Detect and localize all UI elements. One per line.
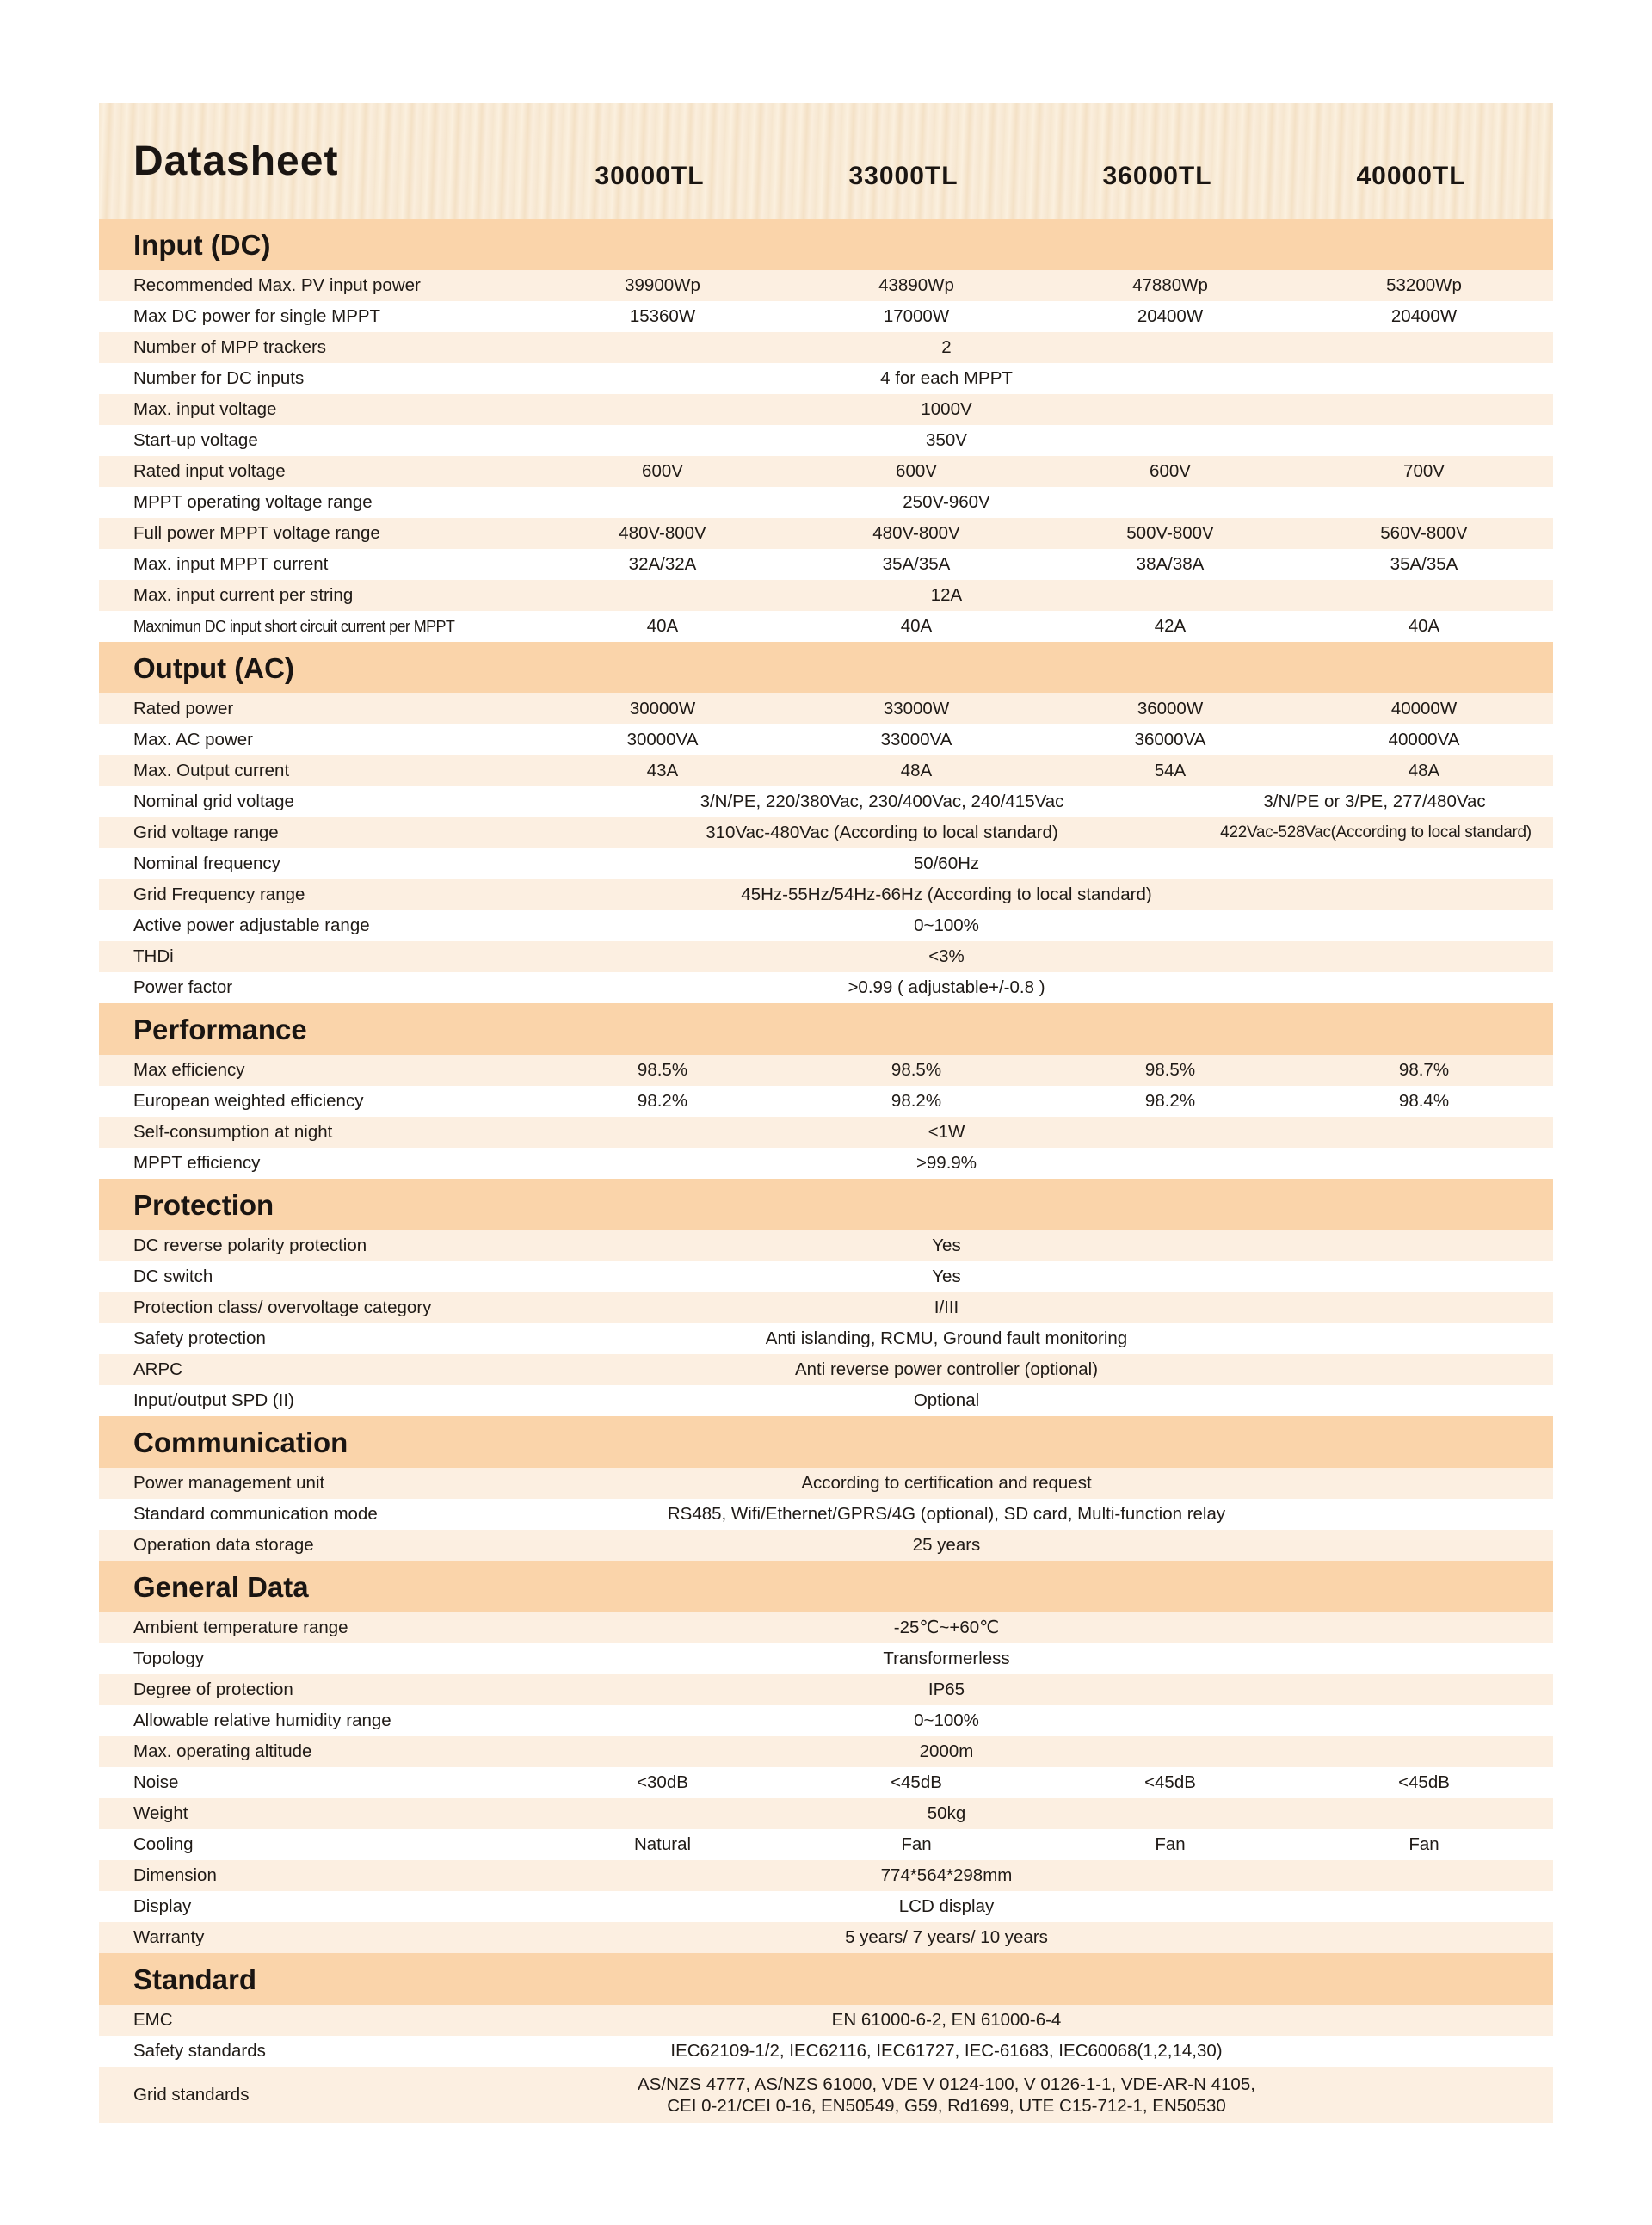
row-label: Ambient temperature range	[133, 1618, 348, 1637]
row-label: Active power adjustable range	[133, 915, 370, 935]
table-row	[99, 363, 1553, 394]
table-row	[99, 1292, 1553, 1323]
row-value-line: CEI 0-21/CEI 0-16, EN50549, G59, Rd1699, UTE C15-712-1, EN50530	[667, 2096, 1226, 2116]
row-value: 35A/35A	[882, 554, 951, 574]
row-value: 48A	[1408, 761, 1440, 780]
table-row	[99, 270, 1553, 301]
row-value: 600V	[896, 461, 937, 481]
row-label: Allowable relative humidity range	[133, 1710, 391, 1730]
row-value: 774*564*298mm	[880, 1865, 1013, 1885]
table-row	[99, 549, 1553, 580]
row-value: 54A	[1154, 761, 1187, 780]
row-value: RS485, Wifi/Ethernet/GPRS/4G (optional), SD card, Multi-function relay	[667, 1504, 1226, 1524]
row-value: 560V-800V	[1380, 523, 1468, 543]
table-row	[99, 394, 1553, 425]
table-row	[99, 1767, 1553, 1798]
row-value: Transformerless	[883, 1649, 1010, 1668]
table-row	[99, 724, 1553, 755]
row-label: Grid Frequency range	[133, 884, 305, 904]
table-row	[99, 817, 1553, 848]
row-label: Topology	[133, 1649, 205, 1668]
row-value: 1000V	[921, 399, 972, 419]
row-value: Fan	[1409, 1834, 1439, 1854]
row-label: Rated input voltage	[133, 461, 286, 481]
row-value: 50/60Hz	[913, 854, 980, 873]
row-value: 500V-800V	[1126, 523, 1214, 543]
row-label: Number for DC inputs	[133, 368, 305, 388]
row-value: 12A	[930, 585, 963, 605]
row-value: 600V	[642, 461, 683, 481]
row-value: 422Vac-528Vac(According to local standard)	[1220, 823, 1532, 841]
row-value: 20400W	[1137, 306, 1204, 326]
row-label: Noise	[133, 1772, 179, 1792]
row-value: Fan	[901, 1834, 932, 1854]
row-value: >0.99 ( adjustable+/-0.8 )	[848, 977, 1045, 997]
section-communication: Communication	[99, 1416, 1553, 1468]
table-row	[99, 1086, 1553, 1117]
table-row	[99, 786, 1553, 817]
row-value: 2	[941, 337, 952, 357]
row-label: Max efficiency	[133, 1060, 245, 1080]
row-label: Max. input MPPT current	[133, 554, 329, 574]
row-value: 5 years/ 7 years/ 10 years	[845, 1927, 1048, 1947]
row-value: 25 years	[912, 1535, 981, 1555]
table-row	[99, 910, 1553, 941]
row-value: <1W	[928, 1122, 965, 1142]
table-row	[99, 1705, 1553, 1736]
row-value: <45dB	[1144, 1772, 1196, 1792]
row-label: Max. AC power	[133, 730, 253, 749]
table-row	[99, 2005, 1553, 2036]
row-label: THDi	[133, 946, 174, 966]
table-row	[99, 580, 1553, 611]
row-label: DC reverse polarity protection	[133, 1236, 367, 1255]
row-value: Fan	[1155, 1834, 1186, 1854]
model-header-40000tl: 40000TL	[1356, 162, 1466, 190]
row-value: 40000W	[1390, 699, 1458, 718]
row-value: 20400W	[1390, 306, 1458, 326]
row-value: 30000W	[629, 699, 696, 718]
row-label: Nominal frequency	[133, 854, 280, 873]
table-row	[99, 1117, 1553, 1148]
table-row	[99, 1798, 1553, 1829]
row-value: 310Vac-480Vac (According to local standard)	[706, 823, 1058, 842]
table-row	[99, 2067, 1553, 2123]
table-row	[99, 1468, 1553, 1499]
row-label: Self-consumption at night	[133, 1122, 333, 1142]
row-label: Max. input voltage	[133, 399, 277, 419]
row-value: 98.5%	[1144, 1060, 1196, 1080]
row-value: 3/N/PE, 220/380Vac, 230/400Vac, 240/415Vac	[700, 792, 1064, 811]
row-value: 43A	[646, 761, 679, 780]
row-label: Max DC power for single MPPT	[133, 306, 381, 326]
row-value: 39900Wp	[625, 275, 700, 295]
row-label: MPPT operating voltage range	[133, 492, 373, 512]
row-value: 32A/32A	[628, 554, 697, 574]
table-row	[99, 2036, 1553, 2067]
table-row	[99, 1612, 1553, 1643]
row-label: Number of MPP trackers	[133, 337, 327, 357]
row-value: 250V-960V	[903, 492, 990, 512]
model-header-30000tl: 30000TL	[595, 162, 705, 190]
row-value	[516, 2074, 1377, 2117]
row-label: Input/output SPD (II)	[133, 1390, 294, 1410]
row-label: Dimension	[133, 1865, 217, 1885]
table-row	[99, 1736, 1553, 1767]
row-value: 98.7%	[1398, 1060, 1450, 1080]
row-value: 4 for each MPPT	[880, 368, 1013, 388]
row-label: Degree of protection	[133, 1680, 293, 1699]
row-value: 17000W	[883, 306, 950, 326]
row-value: 98.5%	[637, 1060, 688, 1080]
row-label: European weighted efficiency	[133, 1091, 364, 1111]
row-label: Max. Output current	[133, 761, 290, 780]
row-value: 47880Wp	[1132, 275, 1208, 295]
row-label: DC switch	[133, 1267, 213, 1286]
row-value: 98.4%	[1398, 1091, 1450, 1111]
row-value: <45dB	[1398, 1772, 1450, 1792]
section-standard: Standard	[99, 1953, 1553, 2005]
row-value: IP65	[928, 1680, 965, 1699]
section-performance: Performance	[99, 1003, 1553, 1055]
row-label: Safety protection	[133, 1328, 266, 1348]
row-value: 2000m	[919, 1741, 974, 1761]
table-row	[99, 1055, 1553, 1086]
section-output-ac: Output (AC)	[99, 642, 1553, 693]
row-value: Optional	[913, 1390, 980, 1410]
row-label: EMC	[133, 2010, 173, 2030]
section-input-dc: Input (DC)	[99, 219, 1553, 270]
section-general-data: General Data	[99, 1561, 1553, 1612]
row-value: According to certification and request	[801, 1473, 1092, 1493]
table-row	[99, 693, 1553, 724]
model-header-33000tl: 33000TL	[848, 162, 959, 190]
row-label: Max. operating altitude	[133, 1741, 312, 1761]
row-value-line: AS/NZS 4777, AS/NZS 61000, VDE V 0124-100, V 0126-1-1, VDE-AR-N 4105,	[638, 2074, 1255, 2094]
row-value: <30dB	[637, 1772, 688, 1792]
table-row	[99, 1860, 1553, 1891]
row-label: Start-up voltage	[133, 430, 258, 450]
table-row	[99, 879, 1553, 910]
datasheet-header	[99, 103, 1553, 219]
table-row	[99, 1499, 1553, 1530]
table-row	[99, 1530, 1553, 1561]
row-label: Nominal grid voltage	[133, 792, 294, 811]
table-row	[99, 848, 1553, 879]
row-value: IEC62109-1/2, IEC62116, IEC61727, IEC-61683, IEC60068(1,2,14,30)	[670, 2041, 1223, 2061]
table-row	[99, 1230, 1553, 1261]
row-value: 35A/35A	[1390, 554, 1458, 574]
row-value: Yes	[932, 1267, 961, 1286]
row-value: 350V	[926, 430, 967, 450]
row-value: LCD display	[898, 1896, 995, 1916]
row-value: 600V	[1150, 461, 1191, 481]
row-value: 45Hz-55Hz/54Hz-66Hz (According to local standard)	[741, 884, 1152, 904]
row-value: 30000VA	[626, 730, 699, 749]
row-value: Natural	[633, 1834, 692, 1854]
row-value: I/III	[934, 1297, 959, 1317]
table-row	[99, 487, 1553, 518]
row-value: 40A	[900, 616, 933, 636]
table-row	[99, 1829, 1553, 1860]
table-row	[99, 972, 1553, 1003]
row-label: Power management unit	[133, 1473, 325, 1493]
row-value: 480V-800V	[619, 523, 706, 543]
row-label: Grid voltage range	[133, 823, 279, 842]
table-row	[99, 301, 1553, 332]
section-protection: Protection	[99, 1179, 1553, 1230]
table-row	[99, 1643, 1553, 1674]
table-row	[99, 755, 1553, 786]
datasheet	[99, 103, 1553, 2123]
row-value: 98.5%	[891, 1060, 942, 1080]
row-label: MPPT efficiency	[133, 1153, 261, 1173]
row-value: Yes	[932, 1236, 961, 1255]
table-row	[99, 941, 1553, 972]
table-row	[99, 1261, 1553, 1292]
table-row	[99, 1148, 1553, 1179]
row-value: -25℃~+60℃	[893, 1618, 1000, 1637]
row-value: 40A	[1408, 616, 1440, 636]
table-row	[99, 1354, 1553, 1385]
row-label: Power factor	[133, 977, 233, 997]
row-value: 38A/38A	[1136, 554, 1205, 574]
row-value: 36000W	[1137, 699, 1204, 718]
row-label: Display	[133, 1896, 192, 1916]
row-value: 0~100%	[914, 1710, 979, 1730]
row-value: 480V-800V	[872, 523, 960, 543]
row-value: <3%	[928, 946, 965, 966]
table-row	[99, 456, 1553, 487]
row-label: Warranty	[133, 1927, 205, 1947]
table-row	[99, 425, 1553, 456]
table-row	[99, 1891, 1553, 1922]
table-row	[99, 1674, 1553, 1705]
row-value: 40000VA	[1388, 730, 1460, 749]
row-label: Operation data storage	[133, 1535, 314, 1555]
row-value: 700V	[1403, 461, 1445, 481]
row-label: Rated power	[133, 699, 234, 718]
row-value: 98.2%	[1144, 1091, 1196, 1111]
row-value: 36000VA	[1134, 730, 1206, 749]
table-row	[99, 1323, 1553, 1354]
row-value: EN 61000-6-2, EN 61000-6-4	[831, 2010, 1062, 2030]
row-value: 15360W	[629, 306, 696, 326]
row-label: Weight	[133, 1803, 188, 1823]
row-label: Full power MPPT voltage range	[133, 523, 380, 543]
row-value: 50kg	[927, 1803, 966, 1823]
row-value: 33000VA	[880, 730, 952, 749]
row-value: 33000W	[883, 699, 950, 718]
row-label: Protection class/ overvoltage category	[133, 1297, 432, 1317]
page-title: Datasheet	[133, 139, 339, 184]
row-label: Maxnimun DC input short circuit current per MPPT	[133, 618, 455, 635]
row-label: Max. input current per string	[133, 585, 354, 605]
row-value: 42A	[1154, 616, 1187, 636]
row-value: 48A	[900, 761, 933, 780]
row-value: 98.2%	[637, 1091, 688, 1111]
row-value: >99.9%	[915, 1153, 977, 1173]
row-label: Safety standards	[133, 2041, 266, 2061]
table-row	[99, 611, 1553, 642]
row-value: 43890Wp	[878, 275, 954, 295]
table-row	[99, 332, 1553, 363]
row-value: 53200Wp	[1386, 275, 1462, 295]
model-header-36000tl: 36000TL	[1102, 162, 1212, 190]
row-label: Grid standards	[133, 2085, 250, 2105]
table-row	[99, 518, 1553, 549]
row-value: <45dB	[891, 1772, 942, 1792]
row-value: 98.2%	[891, 1091, 942, 1111]
row-label: Recommended Max. PV input power	[133, 275, 421, 295]
row-value: Anti reverse power controller (optional)	[794, 1359, 1099, 1379]
row-value: 3/N/PE or 3/PE, 277/480Vac	[1263, 792, 1486, 811]
row-label: Cooling	[133, 1834, 194, 1854]
table-row	[99, 1922, 1553, 1953]
row-value: 40A	[646, 616, 679, 636]
row-value: 0~100%	[914, 915, 979, 935]
row-label: Standard communication mode	[133, 1504, 378, 1524]
row-label: ARPC	[133, 1359, 182, 1379]
table-row	[99, 1385, 1553, 1416]
row-value: Anti islanding, RCMU, Ground fault monitoring	[765, 1328, 1128, 1348]
